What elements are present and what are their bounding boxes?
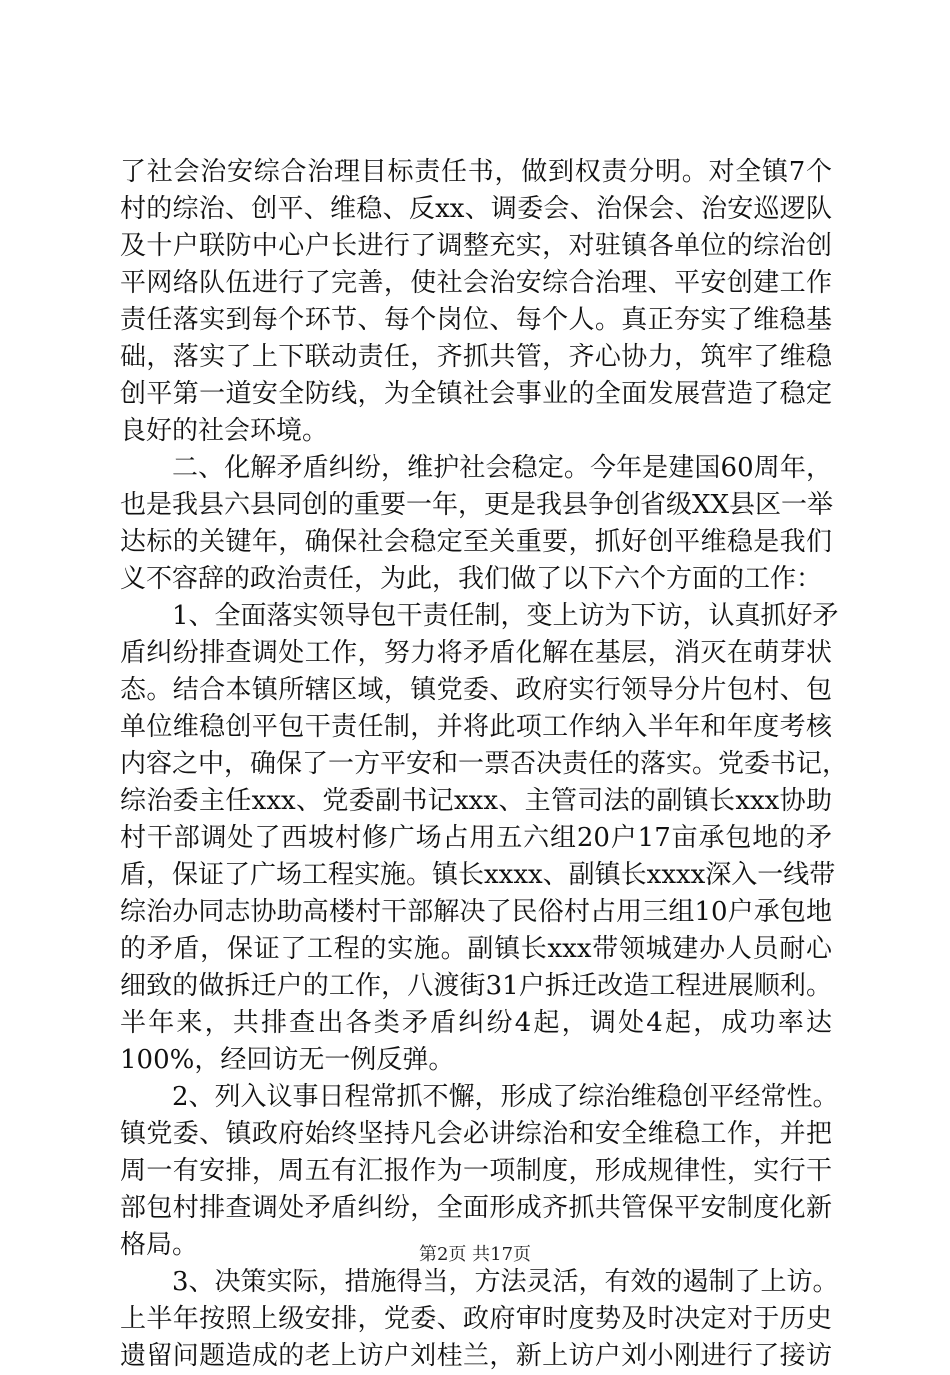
text-line: 平网络队伍进行了完善，使社会治安综合治理、平安创建工作 [120,268,832,298]
text-line: 达标的关键年，确保社会稳定至关重要，抓好创平维稳是我们 [120,527,832,557]
text-line: 村干部调处了西坡村修广场占用五六组20户17亩承包地的矛 [120,823,832,853]
text-line: 镇党委、镇政府始终坚持凡会必讲综治和安全维稳工作，并把 [120,1119,832,1149]
text-line: 上半年按照上级安排，党委、政府审时度势及时决定对于历史 [120,1304,832,1334]
text-line: 遗留问题造成的老上访户刘桂兰，新上访户刘小刚进行了接访 [120,1341,832,1371]
text-line: 格局。 [120,1230,199,1260]
text-line: 综治委主任xxx、党委副书记xxx、主管司法的副镇长xxx协助 [120,786,832,816]
text-line: 村的综治、创平、维稳、反xx、调委会、治保会、治安巡逻队 [120,194,832,224]
text-line: 良好的社会环境。 [120,416,329,446]
text-line: 2、列入议事日程常抓不懈，形成了综治维稳创平经常性。 [172,1082,839,1112]
text-line: 盾，保证了广场工程实施。镇长xxxx、副镇长xxxx深入一线带 [120,860,836,890]
text-line: 义不容辞的政治责任，为此，我们做了以下六个方面的工作： [120,564,823,594]
text-line: 1、全面落实领导包干责任制，变上访为下访，认真抓好矛 [172,601,839,631]
text-line: 周一有安排，周五有汇报作为一项制度，形成规律性，实行干 [120,1156,832,1186]
text-line: 盾纠纷排查调处工作，努力将矛盾化解在基层，消灭在萌芽状 [120,638,832,668]
page-footer: 第2页 共17页 [418,1244,532,1265]
text-line: 创平第一道安全防线，为全镇社会事业的全面发展营造了稳定 [120,379,832,409]
text-line: 细致的做拆迁户的工作，八渡街31户拆迁改造工程进展顺利。 [120,971,832,1001]
text-line: 了社会治安综合治理目标责任书，做到权责分明。对全镇7个 [120,157,832,187]
text-line: 半年来，共排查出各类矛盾纠纷4起，调处4起，成功率达 [120,1008,832,1038]
text-line: 单位维稳创平包干责任制，并将此项工作纳入半年和年度考核 [120,712,832,742]
text-line: 部包村排查调处矛盾纠纷，全面形成齐抓共管保平安制度化新 [120,1193,832,1223]
text-line: 责任落实到每个环节、每个岗位、每个人。真正夯实了维稳基 [120,305,832,335]
text-line: 也是我县六县同创的重要一年，更是我县争创省级XX县区一举 [120,490,834,520]
text-line: 态。结合本镇所辖区域，镇党委、政府实行领导分片包村、包 [120,675,832,705]
text-line: 二、化解矛盾纠纷，维护社会稳定。今年是建国60周年， [172,453,832,483]
body-text [120,154,849,1375]
text-line: 的矛盾，保证了工程的实施。副镇长xxx带领城建办人员耐心 [120,934,832,964]
text-line: 100%，经回访无一例反弹。 [120,1045,455,1075]
text-line: 及十户联防中心户长进行了调整充实，对驻镇各单位的综治创 [120,231,832,261]
text-line: 3、决策实际，措施得当，方法灵活，有效的遏制了上访。 [172,1267,839,1297]
text-line: 内容之中，确保了一方平安和一票否决责任的落实。党委书记， [120,749,849,779]
text-line: 综治办同志协助高楼村干部解决了民俗村占用三组10户承包地 [120,897,832,927]
text-line: 础，落实了上下联动责任，齐抓共管，齐心协力，筑牢了维稳 [120,342,832,372]
